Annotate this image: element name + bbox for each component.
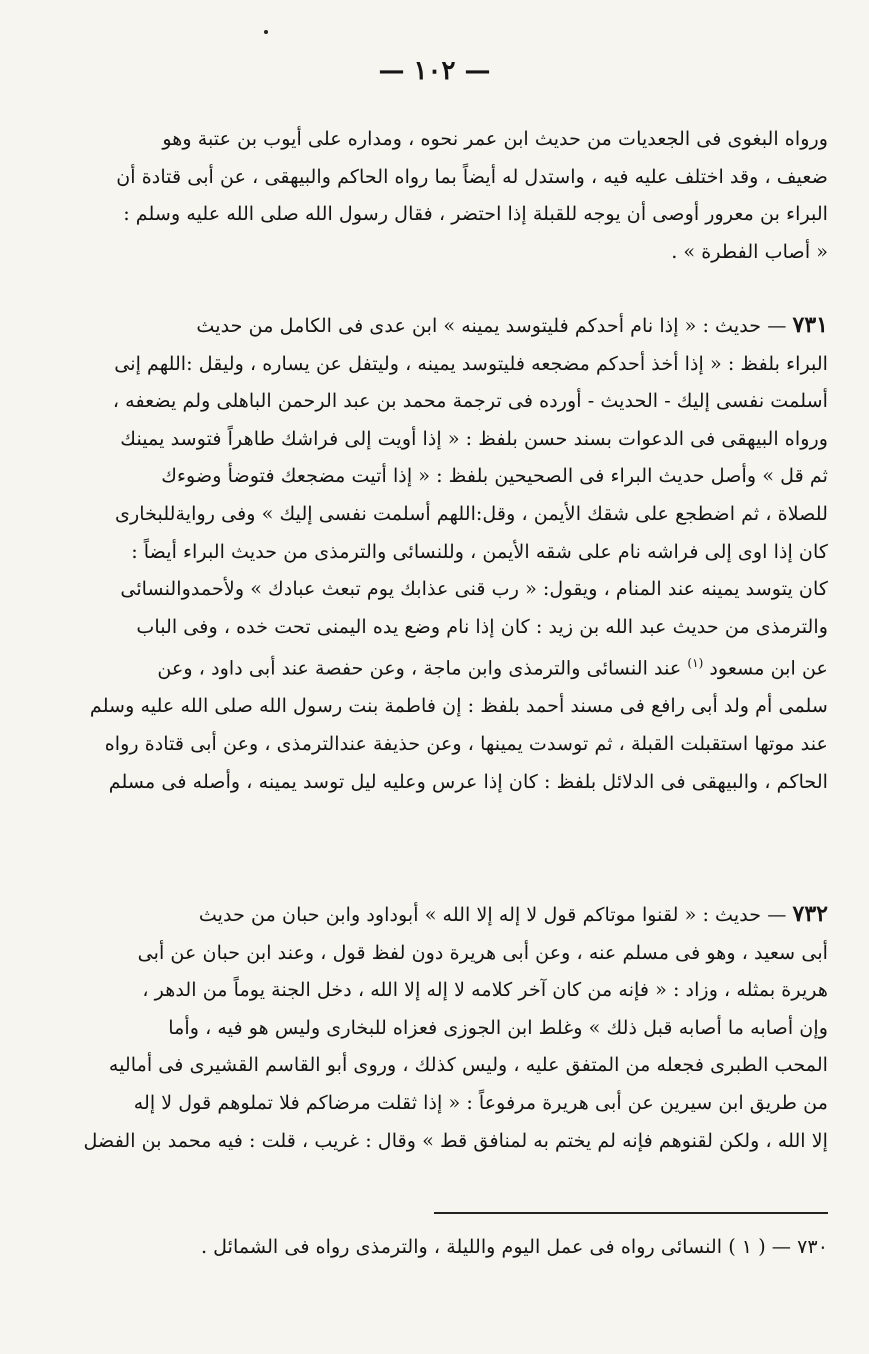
text-line: سلمى أم ولد أبى رافع فى مسند أحمد بلفظ : إن فاطمة بنت رسول الله صلى الله عليه وسلم: [89, 694, 828, 718]
text-segment: عند النسائى والترمذى وابن ماجة ، وعن حفصة عند أبى داود ، وعن: [157, 656, 682, 680]
text-line: عند موتها استقبلت القبلة ، ثم توسدت يمينها ، وعن حذيفة عندالترمذى ، وعن أبى قتادة رواه: [104, 731, 828, 755]
text-line: والترمذى من حديث عبد الله بن زيد : كان إذا نام وضع يده اليمنى تحت خده ، وفى الباب: [136, 614, 828, 638]
text-segment: — حديث : « لقنوا موتاكم قول لا إله إلا الله » أبوداود وابن حبان من حديث: [198, 903, 787, 926]
paragraph-continuation: [46, 120, 828, 270]
text-line: ثم قل » وأصل حديث البراء فى الصحيحين بلفظ : « إذا أتيت مضجعك فتوضأ وضوءك: [161, 464, 828, 488]
hadith-paragraph-731: [46, 307, 828, 800]
text-line: للصلاة ، ثم اضطجع على شقك الأيمن ، وقل:اللهم أسلمت نفسى إليك » وفى روايةللبخارى: [115, 501, 828, 525]
hadith-number: ٧٣١: [792, 312, 828, 338]
text-line: « أصاب الفطرة » .: [671, 239, 828, 263]
text-line: كان إذا اوى إلى فراشه نام على شقه الأيمن ، وللنسائى والترمذى من حديث البراء أيضاً :: [131, 539, 828, 563]
text-line: [46, 645, 828, 687]
text-line: وإن أصابه ما أصابه قبل ذلك » وغلط ابن الجوزى فعزاه للبخارى وليس هو فيه ، وأما: [168, 1015, 828, 1039]
text-line: البراء بن معرور أوصى أن يوجه للقبلة إذا احتضر ، فقال رسول الله صلى الله عليه وسلم :: [123, 202, 828, 226]
text-line: أبى سعيد ، وهو فى مسلم عنه ، وعن أبى هريرة دون لفظ قول ، وعند ابن حبان عن أبى: [137, 940, 828, 964]
text-line: الحاكم ، والبيهقى فى الدلائل بلفظ : كان إذا عرس وعليه ليل توسد يمينه ، وأصله فى مسلم: [108, 769, 828, 793]
text-line: هريرة بمثله ، وزاد : « فإنه من كان آخر كلامه لا إله إلا الله ، دخل الجنة يوماً من الدهر ،: [142, 978, 828, 1002]
hadith-number: ٧٣٢: [792, 901, 828, 927]
text-line: من طريق ابن سيرين عن أبى هريرة مرفوعاً : « إذا ثقلت مرضاكم فلا تملوهم قول لا إله: [133, 1090, 828, 1114]
text-line: [46, 896, 828, 934]
text-line: البراء بلفظ : « إذا أخذ أحدكم مضجعه فليتوسد يمينه ، وليتفل عن يساره ، وليقل :اللهم إنى: [114, 351, 828, 375]
text-segment: — حديث : « إذا نام أحدكم فليتوسد يمينه » ابن عدى فى الكامل من حديث: [196, 314, 787, 337]
text-line: المحب الطبرى فجعله من المتفق عليه ، وليس كذلك ، وروى أبو القاسم القشيرى فى أماليه: [108, 1053, 828, 1077]
hadith-paragraph-732: [46, 896, 828, 1159]
text-line: ضعيف ، وقد اختلف عليه فيه ، واستدل له أيضاً بما رواه الحاكم والبيهقى ، عن أبى قتادة أن: [116, 164, 828, 188]
text-segment: عن ابن مسعود: [709, 656, 828, 680]
footnote: ٧٣٠ — ( ١ ) النسائى رواه فى عمل اليوم والليلة ، والترمذى رواه فى الشمائل .: [200, 1235, 828, 1258]
text-line: ورواه البيهقى فى الدعوات بسند حسن بلفظ : « إذا أويت إلى فراشك طاهراً فتوسد يمينك: [120, 426, 828, 450]
text-line: أسلمت نفسى إليك - الحديث - أورده فى ترجمة محمد بن عبد الرحمن الباهلى ولم يضعفه ،: [112, 389, 828, 413]
page-number: — ١٠٢ —: [378, 56, 491, 86]
ink-dot: [264, 30, 268, 34]
footnote-marker: (١): [687, 656, 704, 671]
text-line: [46, 307, 828, 345]
text-line: كان يتوسد يمينه عند المنام ، ويقول: « رب قنى عذابك يوم تبعث عبادك » ولأحمدوالنسائى: [120, 577, 828, 601]
text-line: ورواه البغوى فى الجعديات من حديث ابن عمر نحوه ، ومداره على أيوب بن عتبة وهو: [162, 127, 828, 150]
text-line: إلا الله ، ولكن لقنوهم فإنه لم يختم به لمنافق قط » وقال : غريب ، قلت : فيه محمد بن الفضل: [83, 1128, 828, 1152]
footnote-divider: [434, 1212, 828, 1214]
